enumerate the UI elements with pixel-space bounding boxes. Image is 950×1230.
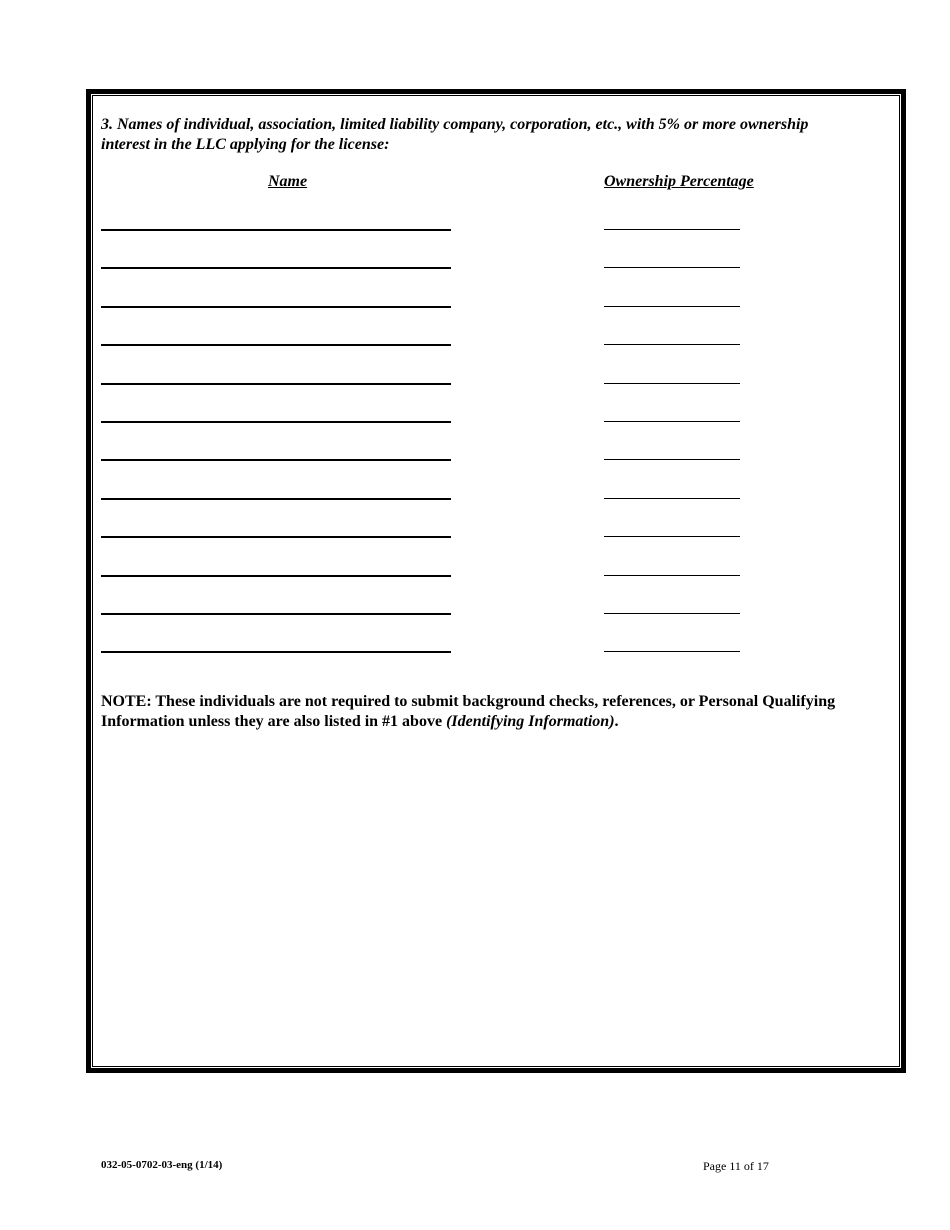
name-column-header: Name: [268, 173, 308, 190]
ownership-percentage-field[interactable]: [604, 536, 740, 537]
name-field[interactable]: [101, 613, 451, 615]
name-field[interactable]: [101, 421, 451, 423]
ownership-percentage-field[interactable]: [604, 613, 740, 614]
name-field[interactable]: [101, 536, 451, 538]
page-number: Page 11 of 17: [703, 1159, 769, 1173]
name-field[interactable]: [101, 459, 451, 461]
ownership-percentage-field[interactable]: [604, 575, 740, 576]
name-field[interactable]: [101, 651, 451, 653]
section-question: 3. Names of individual, association, limited liability company, corporation, etc., with 5% or more ownership interest in the LLC applying for the license:: [101, 116, 809, 153]
ownership-percentage-field[interactable]: [604, 306, 740, 307]
form-border-inner: [92, 95, 900, 1067]
name-field[interactable]: [101, 383, 451, 385]
note-end: .: [614, 713, 619, 730]
ownership-percentage-field[interactable]: [604, 459, 740, 460]
note-text: [101, 692, 861, 732]
name-field[interactable]: [101, 229, 451, 231]
note-lead: NOTE: These individuals are not required to submit background checks, references, or Personal Qualifying Information unless they are also listed in #1 above: [101, 693, 836, 730]
ownership-percentage-field[interactable]: [604, 344, 740, 345]
ownership-column-header: Ownership Percentage: [604, 173, 754, 190]
form-border: [86, 89, 906, 1073]
name-field[interactable]: [101, 498, 451, 500]
ownership-percentage-field[interactable]: [604, 229, 740, 230]
name-field[interactable]: [101, 575, 451, 577]
form-number: 032-05-0702-03-eng (1/14): [101, 1159, 223, 1171]
ownership-percentage-field[interactable]: [604, 383, 740, 384]
name-field[interactable]: [101, 306, 451, 308]
ownership-percentage-field[interactable]: [604, 498, 740, 499]
name-field[interactable]: [101, 344, 451, 346]
note-italic: (Identifying Information): [446, 713, 615, 730]
name-field[interactable]: [101, 267, 451, 269]
ownership-percentage-field[interactable]: [604, 651, 740, 652]
ownership-percentage-field[interactable]: [604, 421, 740, 422]
ownership-percentage-field[interactable]: [604, 267, 740, 268]
